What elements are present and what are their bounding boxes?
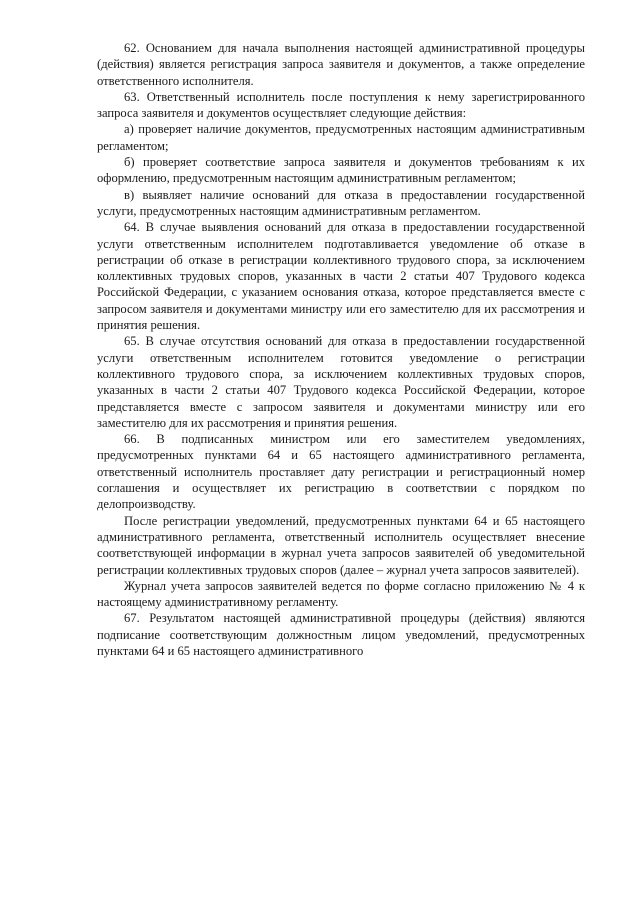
list-item-a: а) проверяет наличие документов, предусмотренных настоящим административным регламентом; — [97, 122, 585, 153]
paragraph-63: 63. Ответственный исполнитель после поступления к нему зарегистрированного запроса заявителя и документов осуществляет следующие действия: — [97, 89, 585, 121]
paragraph-65: 65. В случае отсутствия оснований для отказа в предоставлении государственной услуги ответственным исполнителем готовится уведомление о регистрации коллективного трудового спора, за исключением коллективных трудовых споров, указанных в части 2 статьи 407 Трудового кодекса Российской Федерации, которое представляется вместе с запросом заявителя и документами министру или его заместителю для их рассмотрения и принятия решения. — [97, 334, 585, 430]
paragraph-registration: После регистрации уведомлений, предусмотренных пунктами 64 и 65 настоящего административного регламента, ответственный исполнитель осуществляет внесение соответствующей информации в журнал учета запросов заявителей об уведомительной регистрации коллективных трудовых споров (далее – журнал учета запросов заявителей). — [97, 513, 585, 577]
paragraph-64: 64. В случае выявления оснований для отказа в предоставлении государственной услуги ответственным исполнителем подготавливается уведомление об отказе в регистрации об отказе в регистрации коллективного трудового спора, за исключением коллективных трудовых споров, указанных в части 2 статьи 407 Трудового кодекса Российской Федерации, с указанием основания отказа, которое представляется вместе с запросом заявителя и документами министру или его заместителю для их рассмотрения и принятия решения. — [97, 220, 585, 333]
paragraph-67: 67. Результатом настоящей административной процедуры (действия) являются подписание соответствующим должностным лицом уведомлений, предусмотренных пунктами 64 и 65 настоящего административного — [97, 611, 585, 658]
list-item-v: в) выявляет наличие оснований для отказа в предоставлении государственной услуги, предусмотренных настоящим административным регламентом. — [97, 187, 585, 218]
paragraph-62: 62. Основанием для начала выполнения настоящей административной процедуры (действия) является регистрация запроса заявителя и документов, а также определение ответственного исполнителя. — [97, 41, 585, 88]
document-body — [97, 40, 585, 659]
list-item-b: б) проверяет соответствие запроса заявителя и документов требованиям к их оформлению, предусмотренным настоящим административным регламентом; — [97, 155, 585, 186]
paragraph-journal: Журнал учета запросов заявителей ведется по форме согласно приложению № 4 к настоящему административному регламенту. — [97, 578, 585, 610]
paragraph-66: 66. В подписанных министром или его заместителем уведомлениях, предусмотренных пунктами 64 и 65 настоящего административного регламента, ответственный исполнитель проставляет дату регистрации и регистрационный номер соглашения и осуществляет их регистрацию в соответствии с порядком по делопроизводству. — [97, 432, 585, 512]
